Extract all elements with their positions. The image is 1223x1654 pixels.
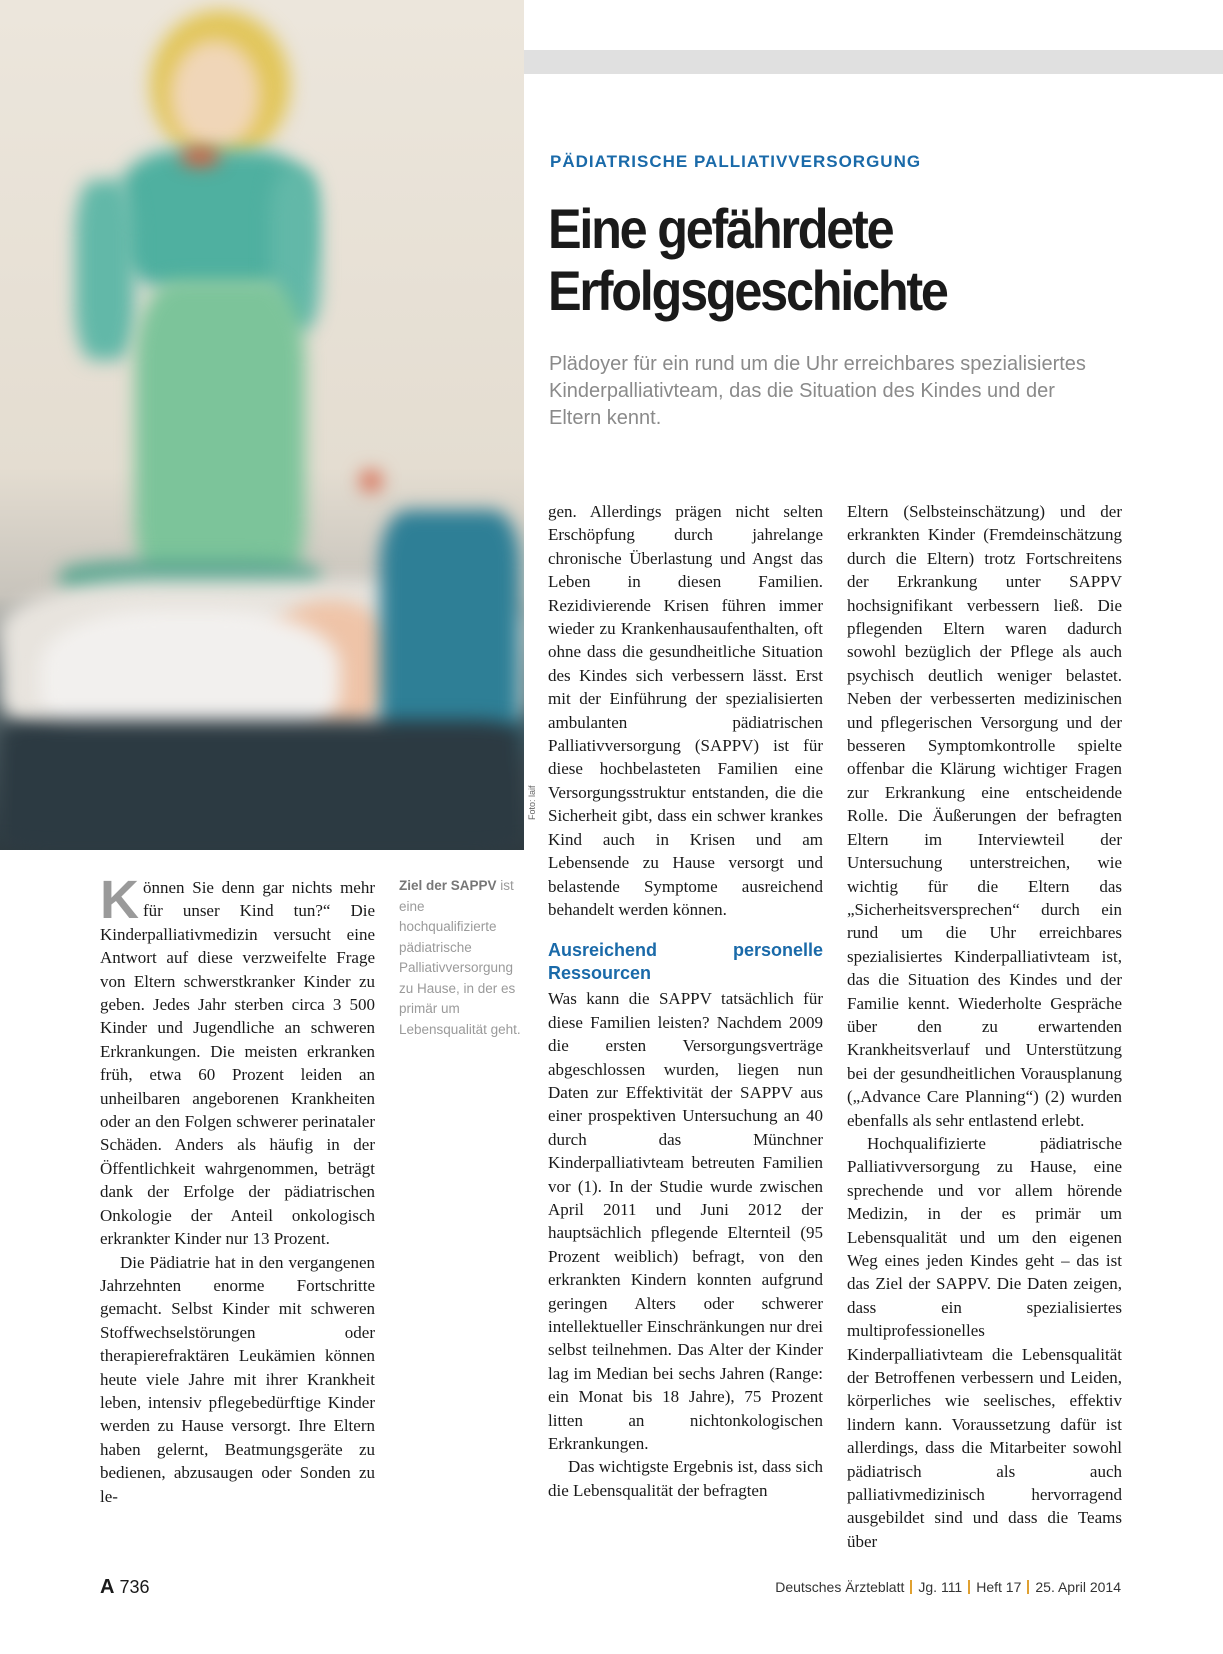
paragraph: Hochqualifizierte pädiatrische Palliativversorgung zu Hause, eine sprechende und vor allem hörende Medizin, in der es primär um Lebensqualität und um den eigenen Weg eines jeden Kindes geht – das ist das Ziel der SAPPV. Die Daten zeigen, dass ein spezialisiertes multiprofessionelles Kinderpalliativteam die Lebensqualität der Betroffenen verbessern und Leiden, körperliches wie seelisches, effektiv lindern kann. Voraussetzung dafür ist allerdings, dass die Mitarbeiter sowohl pädiatrisch als auch palliativmedizinisch hervorragend ausgebildet sind und dass die Teams über	[847, 1133, 1122, 1551]
journal-issue: Heft 17	[976, 1579, 1022, 1595]
paragraph	[100, 870, 375, 1251]
headline-line-1: Eine gefährdete	[548, 197, 893, 260]
column-3	[847, 500, 1122, 1553]
separator	[1027, 1580, 1029, 1594]
headline-line-2: Erfolgsgeschichte	[548, 259, 947, 322]
hero-photo	[0, 0, 524, 850]
drop-cap: K	[100, 870, 139, 930]
paragraph-text: önnen Sie denn gar nichts mehr für unser Kind tun?“ Die Kinderpalliativmedizin versucht eine Antwort auf diese verzweifelte Frage von Eltern schwerstkranker Kinder zu geben. Jedes Jahr sterben circa 3 500 Kinder und Jugendliche an schweren Erkrankungen. Die meisten erkranken früh, etwa 60 Prozent leiden an unheilbaren angeborenen Krankheiten oder an den Folgen schwerer perinataler Schäden. Anders als häufig in der Öffentlichkeit wahrgenommen, beträgt dank der Erfolge der pädiatrischen Onkologie der Anteil onkologisch erkrankter Kinder nur 13 Prozent.	[100, 878, 375, 1249]
subline: Plädoyer für ein rund um die Uhr erreichbares spezialisiertes Kinderpalliativteam, das die Situation des Kindes und der Eltern kennt.	[549, 353, 1086, 429]
headline	[548, 198, 1142, 322]
sidebar-note	[399, 876, 524, 1040]
paragraph: Die Pädiatrie hat in den vergangenen Jahrzehnten enorme Fortschritte gemacht. Selbst Kinder mit schweren Stoffwechselstörungen oder therapierefraktären Leukämien können heute viele Jahre mit ihrer Krankheit leben, intensiv pflegebedürftige Kinder werden zu Hause versorgt. Ihre Eltern haben gelernt, Beatmungsgeräte zu bedienen, abzusaugen oder Sonden zu le-	[100, 1252, 375, 1506]
separator	[968, 1580, 970, 1594]
column-2	[548, 500, 823, 1502]
photo-credit: Foto: laif	[527, 785, 537, 820]
journal-info	[775, 1579, 1121, 1595]
journal-volume: Jg. 111	[918, 1579, 963, 1595]
paragraph: Das wichtigste Ergebnis ist, dass sich die Lebensqualität der befragten	[548, 1457, 823, 1500]
journal-name: Deutsches Ärzteblatt	[775, 1579, 905, 1595]
top-bar	[524, 50, 1223, 74]
page-number	[100, 1576, 150, 1599]
paragraph: Eltern (Selbsteinschätzung) und der erkrankten Kinder (Fremdeinschätzung durch die Eltern) trotz Fortschreitens der Erkrankung unter SAPPV hochsignifikant verbessern ließ. Die pflegenden Eltern waren dadurch sowohl bezüglich der Pflege als auch psychisch deutlich weniger belastet. Neben der verbesserten medizinischen und pflegerischen Versorgung und der besseren Symptomkontrolle spielte offenbar die Klärung wichtiger Fragen zur Erkrankung eine entscheidende Rolle. Die Äußerungen der befragten Eltern im Interviewteil der Untersuchung unterstreichen, wie wichtig für die Eltern das „Sicherheitsversprechen“ durch ein rund um die Uhr erreichbares spezialisiertes Kinderpalliativteam ist, das die Situation des Kindes und der Familie kennt. Wiederholte Gespräche über den zu erwartenden Krankheitsverlauf und Unterstützung bei der gesundheitlichen Vorausplanung („Advance Care Planning“) (2) wurden ebenfalls als sehr entlastend erlebt.	[847, 502, 1122, 1130]
separator	[910, 1580, 912, 1594]
sidebar-lead: Ziel der SAPPV	[399, 878, 497, 893]
paragraph: Was kann die SAPPV tatsächlich für diese Familien leisten? Nachdem 2009 die ersten Versorgungsverträge abgeschlossen wurden, liegen nun Daten zur Effektivität der SAPPV aus einer prospektiven Untersuchung an 40 durch das Münchner Kinderpalliativteam betreuten Familien vor (1). In der Studie wurde zwischen April 2011 und Juni 2012 der hauptsächlich pflegende Elternteil (95 Prozent weiblich) befragt, von den erkrankten Kindern konnten aufgrund geringen Alters oder schwerer intellektueller Einschränkungen nur drei selbst teilnehmen. Das Alter der Kinder lag im Median bei sechs Jahren (Range: ein Monat bis 18 Jahre), 75 Prozent litten an nichtonkologischen Erkrankungen.	[548, 989, 823, 1454]
journal-date: 25. April 2014	[1035, 1579, 1121, 1595]
page-num: 736	[114, 1577, 150, 1597]
section-subhead: Ausreichend personelle Ressourcen	[548, 940, 823, 984]
page-letter: A	[100, 1576, 115, 1598]
kicker: PÄDIATRISCHE PALLIATIVVERSORGUNG	[550, 152, 922, 171]
column-1	[100, 870, 375, 1508]
paragraph: gen. Allerdings prägen nicht selten Erschöpfung durch jahrelange chronische Überlastung und Angst das Leben in diesen Familien. Rezidivierende Krisen führen immer wieder zu Krankenhausaufenthalten, oft ohne dass die gesundheitliche Situation des Kindes sich verbessern lässt. Erst mit der Einführung der spezialisierten ambulanten pädiatrischen Palliativversorgung (SAPPV) ist für diese hochbelasteten Familien eine Versorgungsstruktur entstanden, die die Sicherheit gibt, dass ein schwer krankes Kind auch in Krisen und am Lebensende zu Hause versorgt und belastende Symptome ausreichend behandelt werden können.	[548, 502, 823, 919]
sidebar-text: ist eine hochqualifizierte pädiatrische Palliativversorgung zu Hause, in der es primär um Lebensqualität geht.	[399, 878, 521, 1037]
